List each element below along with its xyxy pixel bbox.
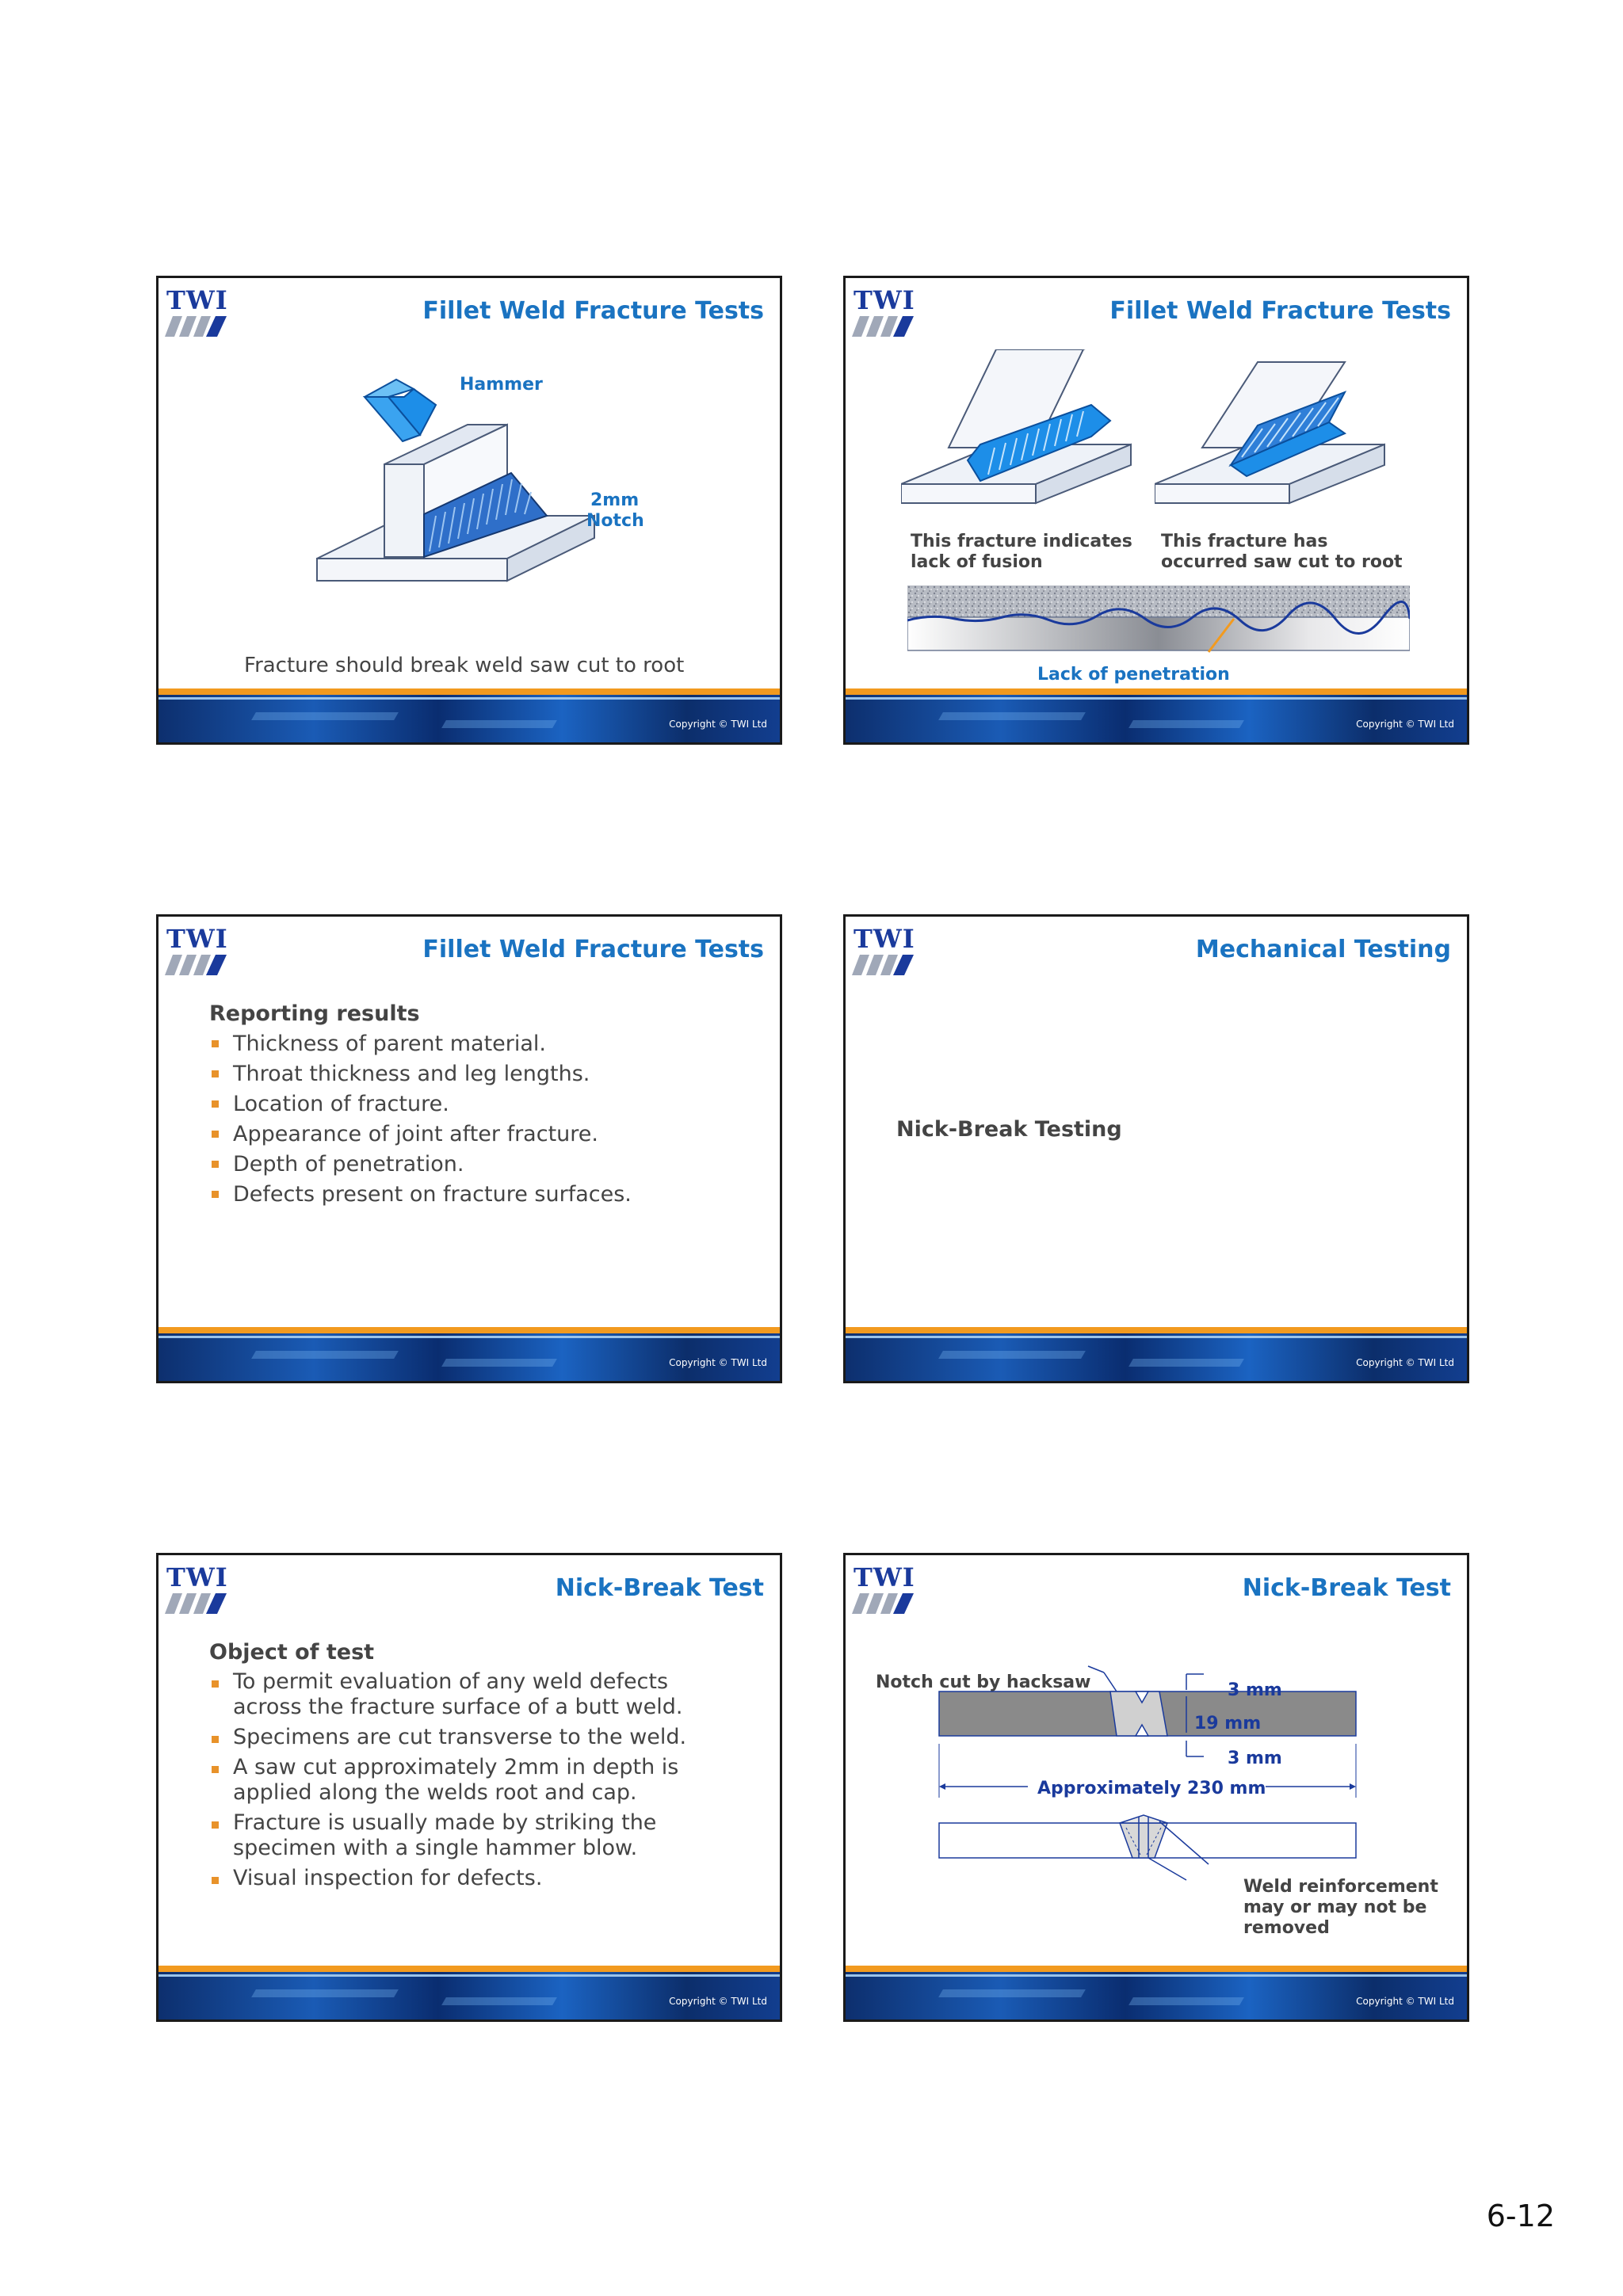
slide-title: Nick-Break Test <box>555 1574 764 1602</box>
logo-text: TWI <box>854 285 915 315</box>
list-item: Thickness of parent material. <box>209 1029 632 1059</box>
footer-accent-line <box>846 1966 1467 1972</box>
weld-reinforcement-label-line1: Weld reinforcement <box>1243 1877 1438 1897</box>
fracture-caption: Fracture should break weld saw cut to root <box>244 654 685 677</box>
notch-cut-label: Notch cut by hacksaw <box>876 1672 1091 1692</box>
list-item: Appearance of joint after fracture. <box>209 1119 632 1150</box>
logo-stripes-icon <box>165 1593 228 1614</box>
left-caption-line1: This fracture indicates <box>911 532 1132 551</box>
fracture-surface-cross-section <box>907 585 1410 657</box>
bottom-thickness-dimension: 3 mm <box>1228 1749 1282 1768</box>
list-item: Depth of penetration. <box>209 1150 632 1180</box>
footer-accent-line <box>158 1327 780 1333</box>
slide-title: Mechanical Testing <box>1195 936 1451 963</box>
section-heading: Reporting results <box>209 1001 420 1026</box>
slide-nick-break-specimen <box>843 1553 1469 2022</box>
logo-text: TWI <box>854 924 915 954</box>
top-thickness-dimension: 3 mm <box>1228 1680 1282 1700</box>
twi-logo <box>852 1563 915 1615</box>
slide-nick-break-object <box>156 1553 782 2022</box>
specimen-length-dimension: Approximately 230 mm <box>1037 1779 1266 1798</box>
slide-footer <box>846 695 1467 742</box>
slide-footer <box>846 1333 1467 1381</box>
slide-title: Fillet Weld Fracture Tests <box>1109 297 1451 325</box>
list-item: Specimens are cut transverse to the weld. <box>209 1725 686 1750</box>
specimen-thickness-dimension: 19 mm <box>1194 1714 1262 1733</box>
logo-stripes-icon <box>165 955 228 975</box>
list-item: Fracture is usually made by striking the specimen with a single hammer blow. <box>209 1810 686 1861</box>
list-item: Throat thickness and leg lengths. <box>209 1059 632 1089</box>
section-subtitle: Nick-Break Testing <box>896 1117 1122 1142</box>
notch-size-label: 2mm <box>590 490 640 510</box>
lack-of-fusion-fracture-diagram <box>901 349 1139 540</box>
slide-fillet-weld-fracture-1 <box>156 276 782 745</box>
hammer-label: Hammer <box>460 375 543 395</box>
copyright-text: Copyright © TWI Ltd <box>1356 1996 1454 2007</box>
slide-title: Fillet Weld Fracture Tests <box>422 297 764 325</box>
section-heading: Object of test <box>209 1640 375 1665</box>
logo-text: TWI <box>166 1562 228 1592</box>
logo-stripes-icon <box>852 316 915 337</box>
twi-logo <box>852 925 915 977</box>
slide-title: Nick-Break Test <box>1242 1574 1451 1602</box>
logo-stripes-icon <box>852 1593 915 1614</box>
copyright-text: Copyright © TWI Ltd <box>1356 719 1454 730</box>
logo-text: TWI <box>854 1562 915 1592</box>
slide-footer <box>158 1972 780 2019</box>
object-of-test-content <box>209 1638 686 1896</box>
copyright-text: Copyright © TWI Ltd <box>669 1996 767 2007</box>
slide-fillet-weld-fracture-2 <box>843 276 1469 745</box>
copyright-text: Copyright © TWI Ltd <box>1356 1357 1454 1368</box>
list-item: To permit evaluation of any weld defects across the fracture surface of a butt weld. <box>209 1669 686 1720</box>
bullet-list <box>209 1669 686 1891</box>
footer-accent-line <box>846 688 1467 695</box>
slide-reporting-results <box>156 914 782 1383</box>
slide-title: Fillet Weld Fracture Tests <box>422 936 764 963</box>
footer-accent-line <box>158 688 780 695</box>
slide-mechanical-testing <box>843 914 1469 1383</box>
right-caption-line1: This fracture has <box>1161 532 1328 551</box>
list-item: A saw cut approximately 2mm in depth is applied along the welds root and cap. <box>209 1755 686 1806</box>
notch-label: Notch <box>586 511 644 531</box>
twi-logo <box>852 286 915 338</box>
logo-stripes-icon <box>852 955 915 975</box>
slide-footer <box>158 695 780 742</box>
copyright-text: Copyright © TWI Ltd <box>669 1357 767 1368</box>
right-caption-line2: occurred saw cut to root <box>1161 552 1403 572</box>
slide-footer <box>158 1333 780 1381</box>
slide-footer <box>846 1972 1467 2019</box>
left-caption-line2: lack of fusion <box>911 552 1043 572</box>
twi-logo <box>165 925 228 977</box>
list-item: Location of fracture. <box>209 1089 632 1119</box>
saw-cut-fracture-diagram <box>1155 349 1400 540</box>
footer-accent-line <box>158 1966 780 1972</box>
logo-stripes-icon <box>165 316 228 337</box>
lack-of-penetration-label: Lack of penetration <box>1037 665 1230 685</box>
copyright-text: Copyright © TWI Ltd <box>669 719 767 730</box>
twi-logo <box>165 1563 228 1615</box>
twi-logo <box>165 286 228 338</box>
logo-text: TWI <box>166 285 228 315</box>
bullet-list <box>209 1029 632 1210</box>
list-item: Defects present on fracture surfaces. <box>209 1180 632 1210</box>
logo-text: TWI <box>166 924 228 954</box>
page-number: 6-12 <box>1486 2199 1555 2233</box>
weld-reinforcement-label-line3: removed <box>1243 1918 1330 1938</box>
weld-reinforcement-label-line2: may or may not be <box>1243 1897 1427 1917</box>
reporting-results-content <box>209 999 632 1210</box>
list-item: Visual inspection for defects. <box>209 1866 686 1891</box>
footer-accent-line <box>846 1327 1467 1333</box>
